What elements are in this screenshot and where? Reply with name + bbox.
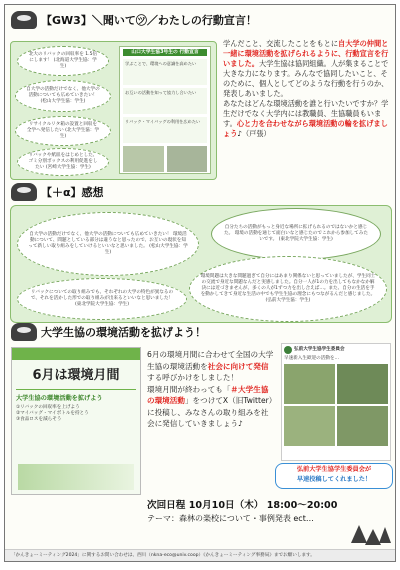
gw-paragraph	[223, 39, 389, 139]
gw-paragraph2: 大学生協は協同組織。人が集まることで大きな力になります。みんなで協同したいこと、そのために、個人としてどのような行動を行うのか、発表しあいました。	[223, 59, 389, 98]
thought-text-4: リバックについての取り組みでも、それぞれの大学の特色が異なるので、それを活かした形での取り組みが出来るといいなと思いました！ (東北学院大学生協：学生)	[30, 290, 174, 307]
declaration-bubble-1	[17, 46, 109, 76]
spread-text2-red: ＃大学生協の環境活動	[147, 384, 269, 405]
declaration-text-1: 北大のリバックの回収率を 1.5倍にします！ (北海道大学生協：学生)	[28, 52, 98, 69]
thought-text-1: 自大学の活動だけでなく、他大学の活動についても広めていきたい！ 環境活動について、問題としている部分は違うなと思ったので、お互いの現状を知って新しい取り組みをしていけるといいなと思いました。 (松山大学生協：学生)	[28, 232, 188, 255]
tweet-screenshot	[281, 343, 391, 461]
gw-section-title	[11, 11, 257, 29]
tweet-photo-1	[284, 364, 335, 404]
card-title: 山口大学生協3号生の 行動宣言	[123, 49, 207, 56]
next-date: 10月10日（木）	[188, 500, 264, 511]
spread-section-title	[11, 323, 206, 341]
spread-text1: 6月の環境月間に合わせて全国の大学生協の環境活動を	[147, 350, 274, 371]
thought-bubble-3	[189, 256, 387, 322]
tweet-photos	[282, 362, 390, 448]
poster-header-bar	[12, 348, 140, 360]
spread-paragraph	[147, 349, 275, 430]
thought-text-3: 環境問題は大きな問題過ぎて自分にはあまり関係ないと思っていましたが、学生同士の交流で身近な問題なんだと実感しました。自分一人が1の力を出してもなかなか解決には近づきませんが、多くの人が1ずつ力を出し合えば…。また、自分の生活を手を動かしてきて身近な生活の中でも学生生協の理念にもつながるんだと感じました。 (弘前大学生協：学生)	[200, 274, 376, 303]
spread-title-text: 大学生協の環境活動を拡げよう！	[41, 326, 206, 339]
card-photo-1	[123, 146, 164, 172]
gw-paragraph3: あなたはどんな環境活動を誰と行いたいですか？学生だけでなく大学内には教職員、生協職員もいます。	[223, 99, 389, 128]
poster-illustration	[18, 464, 134, 490]
card-item-3	[123, 117, 207, 143]
gw-paragraph1-red: 自大学の仲間と一緒に環境活動を拡げられるように、行動宣言を行いました。	[223, 39, 389, 68]
next-time: 18:00～20:00	[266, 500, 338, 511]
footer-text: 「かんきょーミーティング2024」に関するお問い合わせは、西川（nkna-eco@univ.coop）《かんきょーミーティング事務局》までお願いします。	[11, 553, 315, 558]
tweet-photo-2	[337, 364, 388, 404]
thoughts-area	[10, 205, 392, 323]
declaration-text-3: リサイクルリタ箱の設置と回収を 全学へ発信したい (北大学生協：学生)	[26, 122, 100, 139]
next-meeting	[147, 497, 391, 511]
poster-subtitle: 大学生協の環境活動を拡げよう	[16, 389, 136, 402]
gw-paragraph3-end: ♪（戸張）	[237, 129, 271, 138]
card-line-2: お互いの活動を知って協力し合いたい	[125, 90, 197, 96]
declaration-bubble-4	[17, 148, 109, 176]
poster-line-1: ①リバックの回収率を上げよう	[16, 405, 80, 410]
next-theme-label: テーマ：	[147, 514, 179, 523]
thoughts-section-title	[11, 183, 104, 201]
trees-icon	[351, 525, 391, 547]
poster-title: 6月は環境月間	[32, 368, 120, 383]
thought-bubble-1	[17, 212, 199, 276]
tree-stump-icon	[11, 323, 37, 341]
spread-text1-end: する呼びかけをしました！	[147, 373, 239, 382]
caption-bubble	[275, 463, 393, 489]
next-label: 次回日程	[147, 500, 186, 511]
environment-month-poster	[11, 347, 141, 495]
tree-stump-icon	[11, 183, 37, 201]
declaration-text-2: 自大学の活動だけでなく、他大学の活動についても広めていきたい！ (松山大学生協：学生)	[26, 87, 100, 104]
poster-line-3: ③食品ロスを減らそう	[16, 417, 62, 422]
declaration-bubble-2	[15, 80, 111, 112]
card-item-2	[123, 88, 207, 114]
card-line-1: 学ぶことで、環境への意識を高めたい	[125, 61, 197, 67]
yamaguchi-declaration-card	[119, 46, 211, 174]
card-photos	[123, 146, 207, 172]
gw-title-text: 【GW3】＼聞いて㋡／わたしの行動宣言！	[41, 14, 257, 27]
next-theme-text: 森林の楽校について・事例発表 ect…	[179, 514, 314, 523]
spread-text2: 環境月間が終わっても「	[147, 384, 231, 394]
caption-line-2: 早速投稿してくれました！	[296, 476, 372, 483]
caption-line-1: 弘前大学生協学生委員会が	[296, 466, 372, 473]
thought-bubble-2	[211, 208, 381, 260]
poster-line-2: ②マイバッグ・マイボトルを持とう	[16, 411, 89, 416]
spread-text2-end: 」をつけてX（旧Twitter）に投稿し、みなさんの取り組みを社会に発信していきましょう♪	[147, 396, 273, 428]
card-photo-2	[167, 146, 208, 172]
thoughts-title-text: 【＋α】感想	[41, 186, 104, 199]
card-line-3: リバック・マイバッグの利用を広めたい	[125, 119, 201, 125]
gw-paragraph1: 学んだこと、交流したことをもとに	[223, 39, 339, 48]
thought-text-2: 自分たちの活動がもっと身近な場所に拡げられるのではないかと感じた。 環境の活動を通じて面白いなと感じたのでこれから参加してみたいです。 (東北学院大学生協：学生)	[224, 225, 368, 242]
tweet-photo-3	[284, 406, 335, 446]
tweet-account-name: 弘前大学生協学生委員会	[294, 347, 345, 352]
gw-bubble-area	[10, 41, 217, 180]
thought-bubble-4	[17, 278, 187, 320]
declaration-bubble-3	[15, 116, 111, 146]
spread-text1-red: 社会に向けて発信	[207, 361, 269, 371]
newsletter-page	[4, 4, 396, 562]
card-item-1	[123, 59, 207, 85]
tweet-photo-4	[337, 406, 388, 446]
declaration-text-4: リバックや紙皿をはじめとした、 ゴミ分別ボックスの利用促進をしたい (宮崎大学生協：学生)	[28, 153, 98, 170]
tweet-body: 早速新入生歓迎の活動を…	[284, 356, 340, 361]
avatar	[284, 346, 292, 354]
next-theme	[147, 513, 391, 524]
poster-list	[16, 405, 136, 423]
tweet-header	[282, 344, 390, 356]
tree-stump-icon	[11, 11, 37, 29]
gw-paragraph3-red: 心と力を合わせながら環境活動の輪を拡げましょう	[223, 119, 388, 138]
footer	[5, 549, 395, 561]
